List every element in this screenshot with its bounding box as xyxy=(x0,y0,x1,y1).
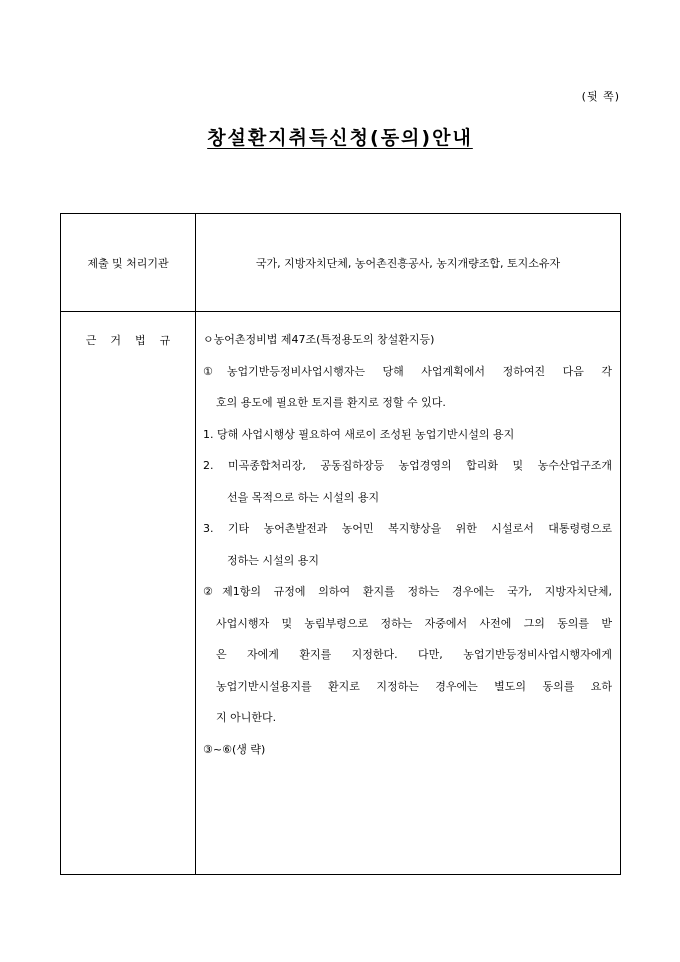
table-row-law xyxy=(61,312,621,875)
law-line: 2. 미곡종합처리장, 공동집하장등 농업경영의 합리화 및 농수산업구조개 xyxy=(203,459,612,472)
law-line: ①농업기반등정비사업시행자는 당해 사업계획에서 정하여진 다음 각 xyxy=(203,364,612,378)
law-line: ㅇ농어촌정비법 제47조(특정용도의 창설환지등) xyxy=(203,333,435,346)
info-table xyxy=(60,213,621,875)
document-title-text: 창설환지취득신청(동의)안내 xyxy=(207,127,473,149)
law-line: 선을 목적으로 하는 시설의 용지 xyxy=(227,490,380,504)
law-line: 1. 당해 사업시행상 필요하여 새로이 조성된 농업기반시설의 용지 xyxy=(203,427,515,441)
page-side-label: (뒷 쪽) xyxy=(581,90,620,103)
law-line: 3. 기타 농어촌발전과 농어민 복지향상을 위한 시설로서 대통령령으로 xyxy=(203,522,612,535)
law-line: 사업시행자 및 농림부령으로 정하는 자중에서 사전에 그의 동의를 받 xyxy=(216,616,612,630)
law-line: 정하는 시설의 용지 xyxy=(227,553,320,567)
law-label: 근거법규 xyxy=(61,312,196,875)
law-text-block xyxy=(196,312,620,773)
law-line: ③~⑥(생 략) xyxy=(203,742,266,756)
law-line: 은 자에게 환지를 지정한다. 다만, 농업기반등정비사업시행자에게 xyxy=(216,648,612,661)
document-title xyxy=(0,123,680,150)
agency-value: 국가, 지방자치단체, 농어촌진흥공사, 농지개량조합, 토지소유자 xyxy=(196,214,621,312)
table-row-agency xyxy=(61,214,621,312)
law-content xyxy=(196,312,621,875)
law-line: 호의 용도에 필요한 토지를 환지로 정할 수 있다. xyxy=(216,396,446,409)
law-line: 농업기반시설용지를 환지로 지정하는 경우에는 별도의 동의를 요하 xyxy=(216,679,612,693)
law-line: 지 아니한다. xyxy=(216,711,277,724)
law-line: ②제1항의 규정에 의하여 환지를 정하는 경우에는 국가, 지방자치단체, xyxy=(203,585,612,598)
agency-label: 제출 및 처리기관 xyxy=(61,214,196,312)
